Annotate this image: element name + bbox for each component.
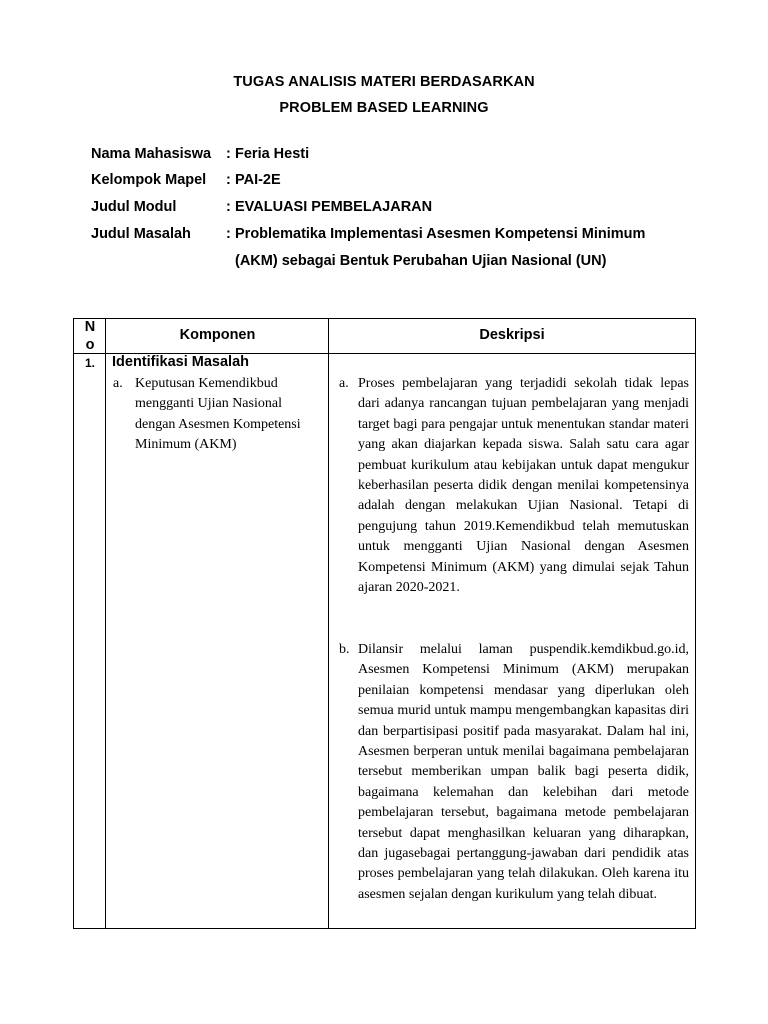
deskripsi-text-a: Proses pembelajaran yang terjadidi sekolah tidak lepas dari adanya rancangan tujuan pembelajaran yang menjadi target bagi para pengajar untuk menentukan standar materi yang akan diajarkan kepada siswa. Salah satu cara agar pembuat kurikulum atau kebijakan untuk dapat mengukur keberhasilan peserta didik dengan menilai kompetensinya adalah dengan melakukan Ujian Nasional. Tetapi di pengujung tahun 2019.Kemendikbud telah memutuskan untuk mengganti Ujian Nasional dengan Asesmen Kompetensi Minimum (AKM) yang dimulai sejak Tahun ajaran 2020-2021. [358,376,689,596]
info-value-modul: EVALUASI PEMBELAJARAN [235,199,433,215]
deskripsi-item-b [339,640,689,905]
info-value-nama: Feria Hesti [235,146,310,162]
komponen-item-a [113,374,323,456]
table-column-divider-1 [105,318,106,929]
deskripsi-item-a [339,374,689,598]
deskripsi-text-b: Dilansir melalui laman puspendik.kemdikbud.go.id, Asesmen Kompetensi Minimum (AKM) merupakan penilaian kompetensi mendasar yang diperlukan oleh semua murid untuk mampu mengembangkan kapasitas diri dan berpartisipasi positif pada masyarakat. Dalam hal ini, Asesmen berperan untuk menilai bagaimana pembelajaran tersebut memberikan umpan balik bagi peserta didik, bagaimana kelemahan dan kelebihan dari metode pembelajaran tersebut, bagaimana metode pembelajaran tersebut dapat menghasilkan keluaran yang diharapkan, dan jugasebagai pertanggung-jawaban dari pendidik atas proses pembelajaran yang telah dilakukan. Oleh karena itu asesmen sejalan dengan kurikulum yang telah dibuat. [358,642,689,902]
table-border-right [695,318,696,929]
komponen-text: Keputusan Kemendikbud mengganti Ujian Nasional dengan Asesmen Kompetensi Minimum (AKM) [135,376,301,453]
info-value-masalah: Problematika Implementasi Asesmen Kompetensi Minimum [235,226,646,242]
info-value-kelompok: PAI-2E [235,172,281,188]
table-border-left [73,318,74,929]
info-label-nama: Nama Mahasiswa [91,146,212,162]
info-colon: : [226,172,231,188]
table-border-top [73,318,696,319]
document-title-line2: PROBLEM BASED LEARNING [279,100,489,116]
list-marker: a. [339,376,349,391]
table-border-bottom [73,928,696,929]
list-marker: b. [339,642,350,657]
row-number: 1. [85,356,96,370]
info-label-kelompok: Kelompok Mapel [91,172,207,188]
info-label-masalah: Judul Masalah [91,226,191,242]
info-colon: : [226,226,231,242]
table-header-deskripsi: Deskripsi [479,327,545,343]
info-value-masalah-continued: (AKM) sebagai Bentuk Perubahan Ujian Nasional (UN) [235,253,607,269]
table-header-no-text: No [84,319,96,353]
row-heading: Identifikasi Masalah [112,354,249,370]
table-column-divider-2 [328,318,329,929]
table-header-no [74,318,106,354]
list-marker: a. [113,376,123,391]
info-colon: : [226,146,231,162]
table-header-komponen: Komponen [179,327,256,343]
document-title-line1: TUGAS ANALISIS MATERI BERDASARKAN [233,74,535,90]
info-label-modul: Judul Modul [91,199,177,215]
info-colon: : [226,199,231,215]
